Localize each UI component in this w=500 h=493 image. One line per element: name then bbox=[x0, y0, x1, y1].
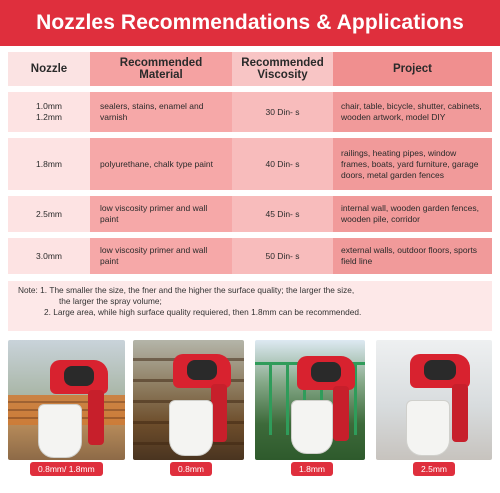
spray-gun-image bbox=[30, 360, 110, 460]
note-prefix: Note: 1. bbox=[18, 285, 48, 295]
recommendation-table bbox=[8, 52, 492, 280]
project-cell: railings, heating pipes, window frames, boats, yard furniture, garage doors, metal garden fences bbox=[333, 138, 492, 190]
application-photos bbox=[0, 340, 500, 493]
nozzle-label: 0.8mm/ 1.8mm bbox=[30, 462, 103, 476]
material-cell: sealers, stains, enamel and varnish bbox=[90, 92, 232, 132]
nozzle-cell bbox=[8, 196, 90, 232]
note-box bbox=[8, 281, 492, 331]
note-line-3: 2. Large area, while high surface quality requiered, then 1.8mm can be recommended. bbox=[44, 307, 362, 317]
nozzle-cell bbox=[8, 238, 90, 274]
nozzle-size: 1.2mm bbox=[36, 112, 62, 122]
spray-gun-image bbox=[155, 354, 235, 458]
nozzle-size: 3.0mm bbox=[36, 250, 62, 261]
viscosity-cell: 45 Din- s bbox=[232, 196, 333, 232]
nozzle-label: 2.5mm bbox=[413, 462, 455, 476]
nozzle-size: 1.8mm bbox=[36, 158, 62, 169]
column-header-project: Project bbox=[333, 52, 492, 86]
viscosity-cell: 40 Din- s bbox=[232, 138, 333, 190]
column-header-material: Recommended Material bbox=[90, 52, 232, 86]
viscosity-cell: 50 Din- s bbox=[232, 238, 333, 274]
photo-bench bbox=[8, 340, 125, 460]
table-row bbox=[8, 138, 492, 190]
nozzle-label: 1.8mm bbox=[291, 462, 333, 476]
column-header-viscosity: Recommended Viscosity bbox=[232, 52, 333, 86]
nozzle-size: 1.0mm bbox=[36, 101, 62, 111]
note-line-2: the larger the spray volume; bbox=[59, 296, 162, 306]
material-cell: polyurethane, chalk type paint bbox=[90, 138, 232, 190]
project-cell: internal wall, wooden garden fences, wooden pile, corridor bbox=[333, 196, 492, 232]
material-cell: low viscosity primer and wall paint bbox=[90, 196, 232, 232]
nozzle-size: 2.5mm bbox=[36, 208, 62, 219]
page-title: Nozzles Recommendations & Applications bbox=[36, 11, 464, 34]
viscosity-cell: 30 Din- s bbox=[232, 92, 333, 132]
project-cell: chair, table, bicycle, shutter, cabinets, wooden artwork, model DIY bbox=[333, 92, 492, 132]
table-header-row bbox=[8, 52, 492, 86]
photo-staircase bbox=[133, 340, 244, 460]
material-cell: low viscosity primer and wall paint bbox=[90, 238, 232, 274]
nozzle-label: 0.8mm bbox=[170, 462, 212, 476]
table-row bbox=[8, 238, 492, 274]
table-row bbox=[8, 92, 492, 132]
photo-fence bbox=[255, 340, 365, 460]
spray-gun-image bbox=[281, 356, 361, 456]
title-banner bbox=[0, 0, 500, 46]
note-line-1: The smaller the size, the fner and the higher the surface quality; the larger the size, bbox=[49, 285, 355, 295]
nozzle-cell bbox=[8, 138, 90, 190]
column-header-nozzle: Nozzle bbox=[8, 52, 90, 86]
project-cell: external walls, outdoor floors, sports field line bbox=[333, 238, 492, 274]
photo-wall bbox=[376, 340, 492, 460]
table-row bbox=[8, 196, 492, 232]
nozzle-cell bbox=[8, 92, 90, 132]
spray-gun-image bbox=[396, 354, 480, 458]
